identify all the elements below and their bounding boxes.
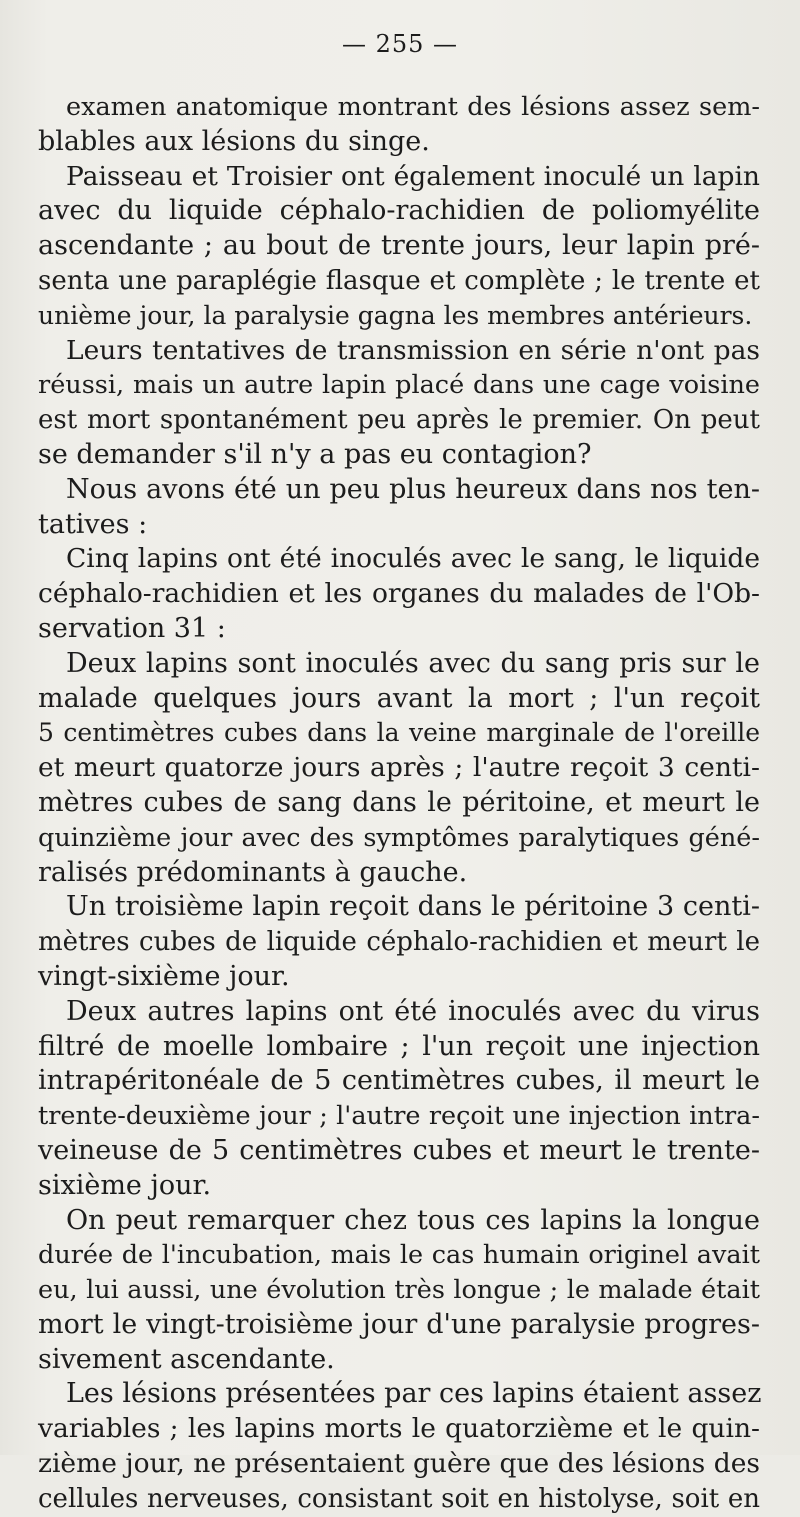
paragraph xyxy=(38,473,760,543)
text-line: Un troisième lapin reçoit dans le péritoine 3 centi- xyxy=(66,891,760,923)
text-line: cellules nerveuses, consistant soit en histolyse, soit en xyxy=(38,1483,760,1514)
text-line: veineuse de 5 centimètres cubes et meurt le trente- xyxy=(38,1134,760,1166)
text-line: sixième jour. xyxy=(38,1169,212,1201)
text-line: est mort spontanément peu après le premier. On peut xyxy=(38,405,760,436)
text-line: tatives : xyxy=(38,508,148,540)
text-line: mètres cubes de liquide céphalo-rachidien et meurt le xyxy=(38,927,760,958)
text-line: Paisseau et Troisier ont également inoculé un lapin xyxy=(66,160,760,192)
text-line: Cinq lapins ont été inoculés avec le sang, le liquide xyxy=(66,543,760,575)
text-line: Deux lapins sont inoculés avec du sang pris sur le xyxy=(66,647,760,679)
text-line: réussi, mais un autre lapin placé dans une cage voisine xyxy=(38,370,760,401)
text-line: On peut remarquer chez tous ces lapins la longue xyxy=(66,1204,760,1236)
text-line: blables aux lésions du singe. xyxy=(38,125,430,157)
text-line: 5 centimètres cubes dans la veine marginale de l'oreille xyxy=(38,718,760,748)
text-line: filtré de moelle lombaire ; l'un reçoit une injection xyxy=(38,1030,760,1062)
text-line: examen anatomique montrant des lésions assez sem- xyxy=(66,92,760,122)
paragraph xyxy=(38,995,760,1204)
text-line: ralisés prédominants à gauche. xyxy=(38,856,468,888)
text-line: vingt-sixième jour. xyxy=(38,960,290,992)
text-line: ascendante ; au bout de trente jours, leur lapin pré- xyxy=(38,230,760,262)
text-line: Deux autres lapins ont été inoculés avec du virus xyxy=(66,995,760,1027)
paragraph xyxy=(38,334,760,473)
text-line: trente-deuxième jour ; l'autre reçoit une injection intra- xyxy=(38,1101,760,1132)
paragraph xyxy=(38,647,760,891)
paragraph xyxy=(38,90,760,160)
text-line: sivement ascendante. xyxy=(38,1343,335,1375)
text-line: zième jour, ne présentaient guère que des lésions des xyxy=(38,1448,760,1480)
paragraph xyxy=(38,890,760,994)
text-line: Nous avons été un peu plus heureux dans nos ten- xyxy=(66,473,760,505)
text-line: Leurs tentatives de transmission en série n'ont pas xyxy=(66,334,760,366)
text-line: Les lésions présentées par ces lapins étaient assez xyxy=(66,1378,762,1410)
text-line: céphalo-rachidien et les organes du malades de l'Ob- xyxy=(38,578,760,610)
text-line: eu, lui aussi, une évolution très longue ; le malade était xyxy=(38,1275,760,1306)
text-line: et meurt quatorze jours après ; l'autre reçoit 3 centi- xyxy=(38,752,760,784)
text-line: mètres cubes de sang dans le péritoine, et meurt le xyxy=(38,786,760,818)
paragraph xyxy=(38,160,760,334)
paragraph xyxy=(38,1377,760,1516)
text-line: mort le vingt-troisième jour d'une paralysie progres- xyxy=(38,1308,760,1340)
paragraph xyxy=(38,1204,760,1378)
text-line: quinzième jour avec des symptômes paralytiques géné- xyxy=(38,822,760,853)
text-line: malade quelques jours avant la mort ; l'un reçoit xyxy=(38,682,760,714)
text-line: senta une paraplégie flasque et complète ; le trente et xyxy=(38,265,760,296)
text-line: unième jour, la paralysie gagna les membres antérieurs. xyxy=(38,300,753,330)
page-number: — 255 — xyxy=(341,30,459,58)
text-line: variables ; les lapins morts le quatorzième et le quin- xyxy=(38,1413,760,1445)
paragraph xyxy=(38,542,760,646)
text-line: intrapéritonéale de 5 centimètres cubes, il meurt le xyxy=(38,1065,760,1097)
text-line: avec du liquide céphalo-rachidien de poliomyélite xyxy=(38,195,760,227)
text-line: durée de l'incubation, mais le cas humain originel avait xyxy=(38,1240,760,1271)
body-text xyxy=(38,90,760,1517)
text-line: servation 31 : xyxy=(38,612,226,644)
text-line: se demander s'il n'y a pas eu contagion? xyxy=(38,438,592,470)
